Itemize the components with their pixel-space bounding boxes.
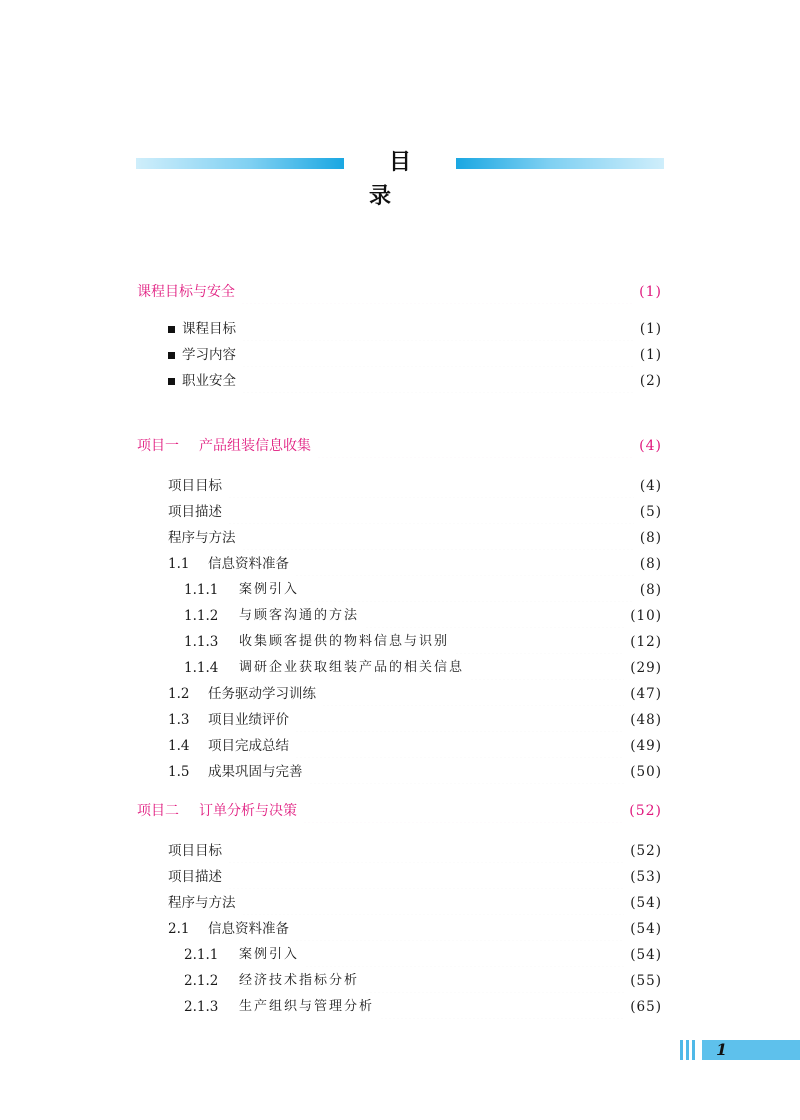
- toc-page-number: (1): [639, 321, 662, 337]
- toc-page-number: (29): [630, 660, 662, 676]
- toc-page-number: (5): [639, 504, 662, 520]
- toc-entry-number: 2.1: [168, 921, 190, 937]
- dot-leader: [455, 630, 624, 654]
- dot-leader: [228, 474, 634, 498]
- toc-page-number: (54): [630, 921, 662, 937]
- toc-entry-number: 1.4: [168, 738, 190, 754]
- toc-entry-label: 收集顾客提供的物料信息与识别: [239, 634, 450, 649]
- toc-page-number: (1): [639, 347, 662, 363]
- dot-leader: [242, 317, 634, 341]
- toc-entry-label: 项目目标: [168, 478, 222, 494]
- dot-leader: [365, 604, 624, 628]
- toc-row[interactable]: [168, 734, 662, 758]
- toc-entry-label: 职业安全: [182, 373, 236, 389]
- toc-entry-label: 程序与方法: [168, 530, 236, 546]
- toc-entry-label: 程序与方法: [168, 895, 236, 911]
- toc-page-number: (54): [630, 947, 662, 963]
- dot-leader: [470, 656, 624, 680]
- dot-leader: [242, 891, 625, 915]
- toc-page-number: (55): [630, 973, 662, 989]
- toc-entry-label: 信息资料准备: [208, 556, 289, 572]
- dot-leader: [242, 343, 634, 367]
- dot-leader: [295, 734, 624, 758]
- toc-entry-number: 1.1.2: [184, 608, 219, 624]
- dot-leader: [380, 995, 624, 1019]
- dot-leader: [317, 434, 633, 458]
- toc-page-number: (47): [630, 686, 662, 702]
- toc-entry-number: 项目二: [137, 803, 179, 819]
- toc-row[interactable]: [168, 839, 662, 863]
- toc-entry-label: 学习内容: [182, 347, 236, 363]
- toc-entry-label: 案例引入: [239, 947, 300, 962]
- toc-entry-number: 1.1.4: [184, 660, 219, 676]
- toc-entry-label: 产品组装信息收集: [199, 438, 311, 454]
- toc-entry-label: 项目描述: [168, 869, 222, 885]
- toc-page-number: (49): [630, 738, 662, 754]
- toc-entry-label: 与顾客沟通的方法: [239, 608, 360, 623]
- dot-leader: [228, 500, 634, 524]
- page-title: 目 录: [368, 150, 451, 209]
- dot-leader: [305, 943, 624, 967]
- toc-entry-number: 项目一: [137, 438, 179, 454]
- dot-leader: [295, 552, 634, 576]
- toc-entry-label: 订单分析与决策: [199, 803, 297, 819]
- toc-chapter-row[interactable]: [137, 434, 662, 458]
- toc-page-number: (52): [629, 803, 662, 819]
- page-number: 1: [716, 1040, 728, 1059]
- toc-entry-label: 成果巩固与完善: [208, 764, 303, 780]
- toc-entry-label: 课程目标: [182, 321, 236, 337]
- toc-page-number: (4): [639, 438, 662, 454]
- toc-row[interactable]: [184, 656, 662, 680]
- toc-page-number: (53): [630, 869, 662, 885]
- toc-row[interactable]: [168, 317, 662, 341]
- dot-leader: [365, 969, 624, 993]
- page-number-tab: [680, 1040, 800, 1060]
- toc-row[interactable]: [168, 552, 662, 576]
- toc-page-number: (48): [630, 712, 662, 728]
- dot-leader: [322, 682, 624, 706]
- toc-entry-label: 项目业绩评价: [208, 712, 289, 728]
- toc-row[interactable]: [168, 369, 662, 393]
- toc-entry-label: 课程目标与安全: [137, 284, 235, 300]
- toc-entry-label: 经济技术指标分析: [239, 973, 360, 988]
- toc-entry-number: 1.5: [168, 764, 190, 780]
- toc-entry-label: 任务驱动学习训练: [208, 686, 316, 702]
- toc-row[interactable]: [168, 917, 662, 941]
- toc-page-number: (1): [639, 284, 662, 300]
- toc-page-number: (52): [630, 843, 662, 859]
- toc-page-number: (54): [630, 895, 662, 911]
- dot-leader: [295, 917, 624, 941]
- toc-entry-number: 2.1.3: [184, 999, 219, 1015]
- toc-row[interactable]: [168, 891, 662, 915]
- toc-entry-label: 调研企业获取组装产品的相关信息: [239, 660, 465, 675]
- toc-page-number: (8): [639, 582, 662, 598]
- toc-row[interactable]: [184, 630, 662, 654]
- toc-entry-label: 项目完成总结: [208, 738, 289, 754]
- toc-chapter-row[interactable]: [137, 280, 662, 304]
- dot-leader: [228, 865, 624, 889]
- toc-row[interactable]: [184, 995, 662, 1019]
- toc-row[interactable]: [184, 604, 662, 628]
- bullet-square-icon: [168, 378, 175, 385]
- toc-entry-number: 1.1.3: [184, 634, 219, 650]
- toc-page-number: (8): [639, 530, 662, 546]
- dot-leader: [309, 760, 625, 784]
- dot-leader: [295, 708, 624, 732]
- dot-leader: [242, 526, 634, 550]
- dot-leader: [242, 369, 634, 393]
- toc-entry-label: 信息资料准备: [208, 921, 289, 937]
- toc-page-number: (50): [630, 764, 662, 780]
- toc-row[interactable]: [168, 708, 662, 732]
- toc-row[interactable]: [168, 682, 662, 706]
- toc-page-number: (8): [639, 556, 662, 572]
- bullet-square-icon: [168, 326, 175, 333]
- toc-entry-number: 2.1.1: [184, 947, 219, 963]
- dot-leader: [228, 839, 624, 863]
- toc-entry-number: 1.3: [168, 712, 190, 728]
- toc-row[interactable]: [168, 474, 662, 498]
- dot-leader: [241, 280, 633, 304]
- bullet-square-icon: [168, 352, 175, 359]
- toc-page-number: (12): [630, 634, 662, 650]
- toc-page-number: (65): [630, 999, 662, 1015]
- toc-entry-number: 1.1.1: [184, 582, 219, 598]
- toc-page-number: (2): [639, 373, 662, 389]
- toc-row[interactable]: [184, 578, 662, 602]
- toc-row[interactable]: [168, 865, 662, 889]
- dot-leader: [305, 578, 634, 602]
- toc-row[interactable]: [184, 943, 662, 967]
- toc-entry-label: 项目目标: [168, 843, 222, 859]
- toc-page-number: (4): [639, 478, 662, 494]
- toc-entry-number: 2.1.2: [184, 973, 219, 989]
- dot-leader: [303, 799, 623, 823]
- toc-entry-label: 案例引入: [239, 582, 300, 597]
- toc-entry-number: 1.1: [168, 556, 190, 572]
- toc-entry-number: 1.2: [168, 686, 190, 702]
- toc-page-number: (10): [630, 608, 662, 624]
- toc-chapter-row[interactable]: [137, 799, 662, 823]
- toc-row[interactable]: [184, 969, 662, 993]
- toc-entry-label: 生产组织与管理分析: [239, 999, 375, 1014]
- toc-entry-label: 项目描述: [168, 504, 222, 520]
- toc-row[interactable]: [168, 500, 662, 524]
- toc-row[interactable]: [168, 343, 662, 367]
- toc-row[interactable]: [168, 526, 662, 550]
- toc-row[interactable]: [168, 760, 662, 784]
